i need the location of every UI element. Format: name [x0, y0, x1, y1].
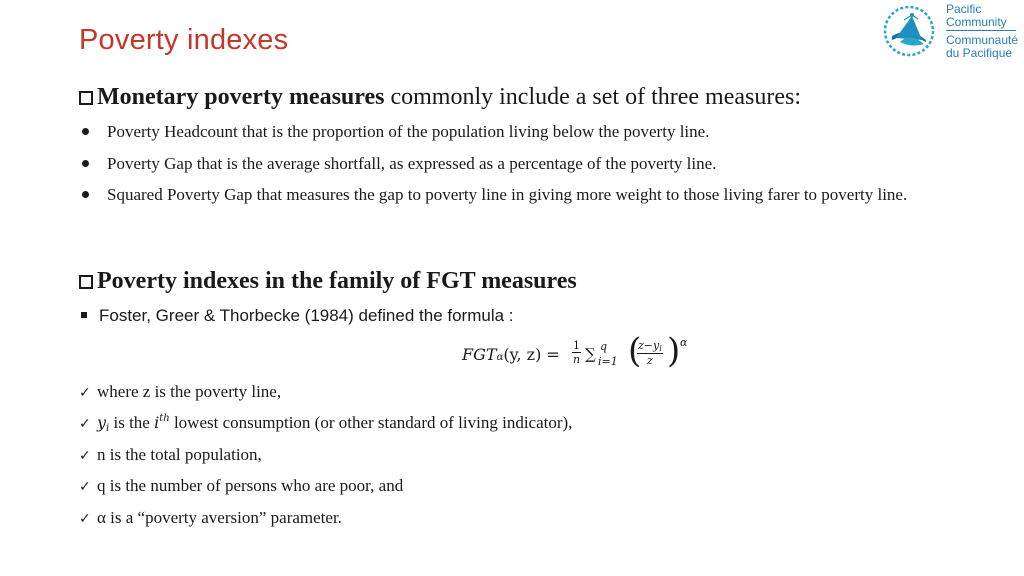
list-item: ✓ α is a “poverty aversion” parameter. [79, 508, 342, 527]
logo-emblem-icon [885, 7, 933, 55]
checkmark-icon: ✓ [79, 448, 91, 464]
checkbox-bullet-icon [79, 275, 93, 289]
list-item: ✓ q is the number of persons who are poor, and [79, 476, 404, 495]
formula-exponent: α [680, 336, 688, 349]
formula-sum-symbol: ∑ [585, 345, 596, 363]
section1-heading: Monetary poverty measures commonly include a set of three measures: [79, 83, 801, 111]
section2-heading: Poverty indexes in the family of FGT measures [79, 267, 577, 295]
square-bullet-icon [81, 312, 87, 318]
list-item: ✓ yi is the $i^{th}$ lowest consumption (or other standard of living indicator), [79, 413, 573, 434]
formula-paren-open: ( [628, 331, 642, 371]
fgt-formula [462, 331, 702, 376]
list-item: ✓ where z is the poverty line, [79, 382, 282, 401]
checkmark-icon: ✓ [79, 479, 91, 495]
checkmark-icon: ✓ [79, 511, 91, 527]
formula-fraction-1-over-n: $\frac{1}{n}$ [572, 339, 581, 366]
formula-sum-lower: i=1 [598, 355, 618, 368]
formula-fraction-gap: $\frac{z-yi}{z}$ [638, 339, 662, 367]
logo-text-english: Pacific Community [946, 2, 1007, 29]
formula-intro: Foster, Greer & Thorbecke (1984) defined the formula : [79, 306, 514, 326]
bullet-dot-icon [82, 191, 89, 198]
formula-lhs: FGTα(y, z) = [462, 345, 560, 364]
logo-text-french: Communauté du Pacifique [946, 33, 1019, 60]
checkmark-icon: ✓ [79, 416, 91, 432]
formula-sum-upper: q [600, 340, 608, 353]
checkmark-icon: ✓ [79, 385, 91, 401]
formula-paren-close: ) [667, 331, 681, 371]
bullet-dot-icon [82, 128, 89, 135]
logo-divider [946, 30, 1016, 31]
list-item: ✓ n is the total population, [79, 445, 262, 464]
checkbox-bullet-icon [79, 91, 93, 105]
bullet-dot-icon [82, 160, 89, 167]
page-title: Poverty indexes [79, 24, 289, 56]
